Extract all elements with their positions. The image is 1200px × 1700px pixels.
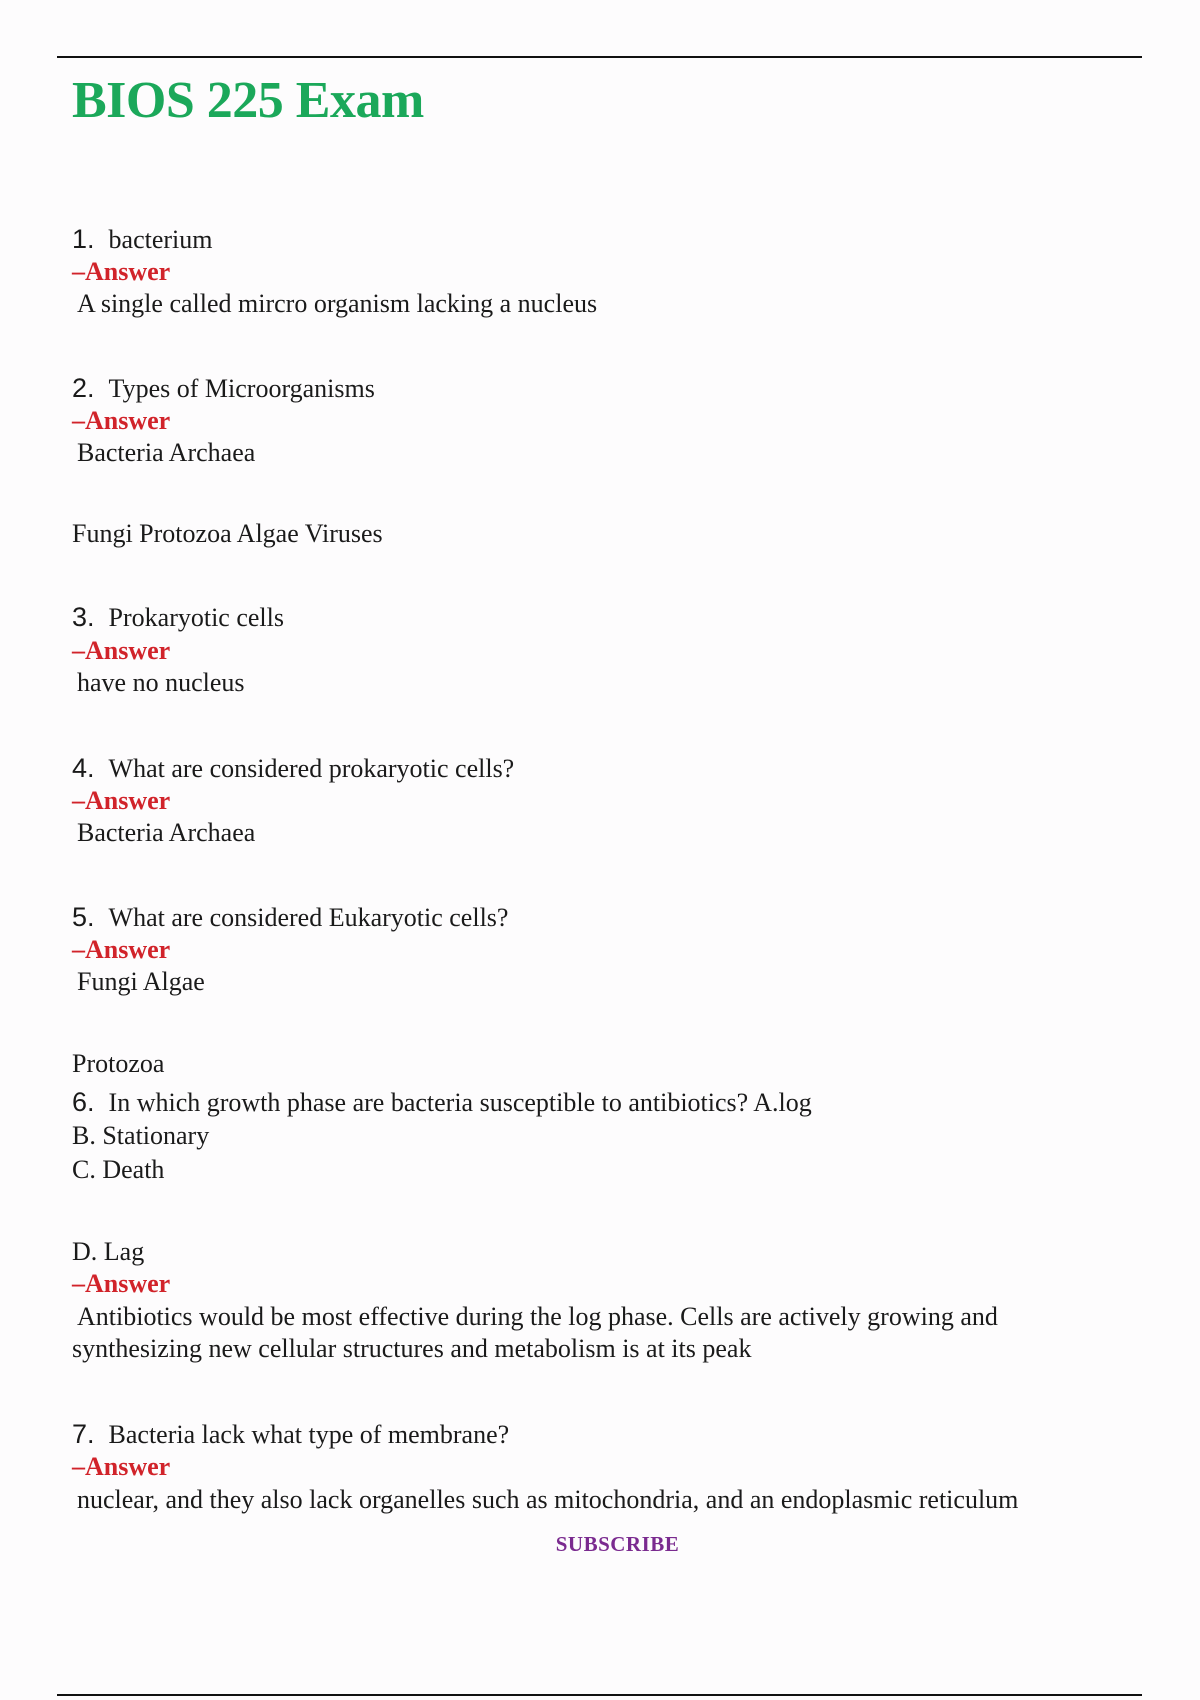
question-number: 4. [72, 753, 95, 783]
answer-5: Fungi Algae [77, 967, 205, 996]
question-7 [72, 1418, 509, 1451]
answer-label: –Answer [72, 786, 171, 815]
option-b: B. Stationary [72, 1121, 210, 1150]
answer-2: Bacteria Archaea [77, 438, 256, 467]
answer-3: have no nucleus [77, 668, 245, 697]
answer-label: –Answer [72, 636, 171, 665]
question-number: 5. [72, 902, 95, 932]
answer-2-continued: Fungi Protozoa Algae Viruses [72, 519, 383, 548]
answer-1: A single called mircro organism lacking a nucleus [77, 289, 598, 318]
question-number: 1. [72, 224, 95, 254]
page-title: BIOS 225 Exam [72, 72, 424, 129]
question-text: In which growth phase are bacteria susceptible to antibiotics? A.log [108, 1088, 812, 1117]
answer-label: –Answer [72, 257, 171, 286]
question-text: Types of Microorganisms [108, 374, 375, 403]
answer-label: –Answer [72, 1269, 171, 1298]
question-3 [72, 601, 284, 634]
question-text: Bacteria lack what type of membrane? [108, 1420, 510, 1449]
question-2 [72, 372, 375, 405]
top-rule [57, 56, 1142, 58]
option-c: C. Death [72, 1155, 165, 1184]
question-text: What are considered prokaryotic cells? [108, 754, 515, 783]
answer-label: –Answer [72, 1452, 171, 1481]
subscribe-link[interactable]: SUBSCRIBE [555, 1532, 680, 1556]
option-d: D. Lag [72, 1237, 145, 1266]
question-text: bacterium [108, 225, 213, 254]
question-number: 7. [72, 1419, 95, 1449]
question-text: What are considered Eukaryotic cells? [108, 903, 509, 932]
answer-7: nuclear, and they also lack organelles such as mitochondria, and an endoplasmic reticulum [77, 1485, 1019, 1514]
question-number: 2. [72, 373, 95, 403]
answer-label: –Answer [72, 935, 171, 964]
question-number: 6. [72, 1087, 95, 1117]
answer-6: Antibiotics would be most effective during the log phase. Cells are actively growing and synthesizing new cellular structures and metabolism is at its peak [72, 1302, 998, 1363]
question-6 [72, 1086, 812, 1119]
bottom-rule [57, 1694, 1142, 1696]
answer-label: –Answer [72, 406, 171, 435]
question-5 [72, 901, 508, 934]
answer-5-continued: Protozoa [72, 1049, 165, 1078]
answer-4: Bacteria Archaea [77, 818, 256, 847]
question-number: 3. [72, 602, 95, 632]
question-1 [72, 223, 212, 256]
question-4 [72, 752, 514, 785]
question-text: Prokaryotic cells [108, 603, 284, 632]
